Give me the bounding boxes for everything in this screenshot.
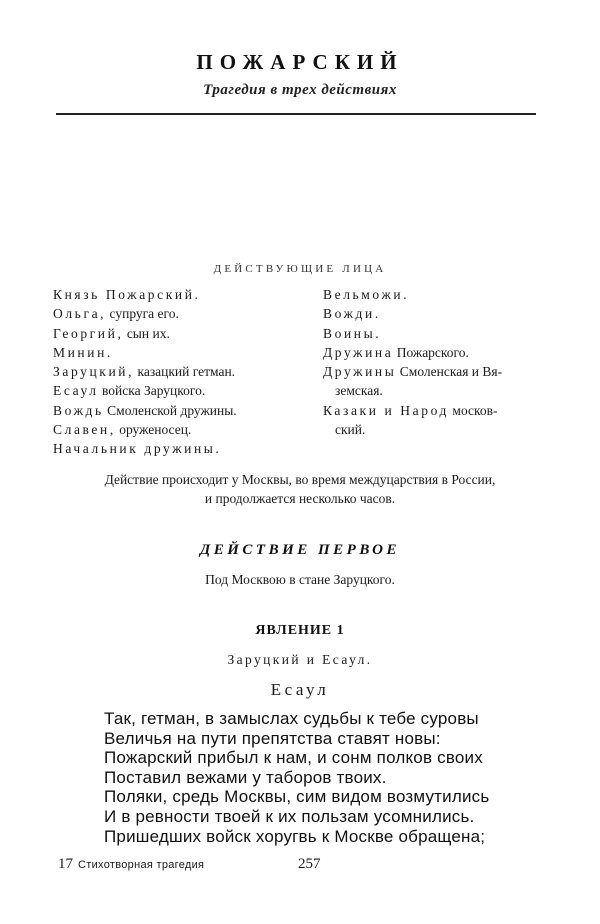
cast-item: Есаул войска Заруцкого. (53, 383, 206, 399)
cast-item: Заруцкий, казацкий гетман. (53, 364, 236, 380)
cast-list-left (53, 285, 313, 459)
setting-note (0, 470, 600, 508)
play-subtitle: Трагедия в трех действиях (203, 82, 397, 98)
setting-line: Действие происходит у Москвы, во время междуцарствия в России, (104, 472, 496, 487)
verse-line: Величья на пути препятства ставят новы: (104, 728, 441, 748)
cast-item: Вожди. (323, 306, 381, 322)
verse-line: Поляки, средь Москвы, сим видом возмутились (104, 787, 490, 807)
verse-line: Пришедших войск хоругвь к Москве обращена; (104, 826, 486, 846)
act-place: Под Москвою в стане Заруцкого. (205, 572, 395, 587)
verse-block (104, 709, 564, 846)
title-rule (56, 113, 536, 115)
cast-item: Вельможи. (323, 287, 410, 302)
cast-item-continuation: земская. (335, 383, 383, 399)
cast-item: Ольга, супруга его. (53, 306, 179, 322)
cast-item: Славен, оруженосец. (53, 422, 192, 438)
cast-item-continuation: ский. (335, 422, 366, 438)
cast-item: Георгий, сын их. (53, 325, 170, 341)
cast-item: Вождь Смоленской дружины. (53, 402, 237, 418)
cast-list-right (323, 285, 553, 439)
cast-item: Казаки и Народ москов- (323, 402, 498, 418)
signature-mark: 17 (58, 856, 73, 872)
cast-item: Начальник дружины. (53, 441, 222, 457)
act-title: ДЕЙСТВИЕ ПЕРВОЕ (200, 542, 400, 558)
cast-item: Дружины Смоленская и Вя- (323, 364, 503, 380)
cast-item: Князь Пожарский. (53, 287, 201, 302)
scene-characters: Заруцкий и Есаул. (227, 652, 373, 667)
speaker-name: Есаул (270, 680, 330, 699)
verse-line: Пожарский прибыл к нам, и сонм полков своих (104, 748, 483, 768)
cast-item: Дружина Пожарского. (323, 344, 469, 360)
page-footer (58, 856, 358, 876)
verse-line: И в ревности твоей к их пользам усомнились. (104, 806, 475, 826)
footer-book-title: Стихотворная трагедия (78, 859, 205, 871)
play-title: ПОЖАРСКИЙ (196, 50, 404, 74)
cast-item: Минин. (53, 344, 113, 360)
verse-line: Поставил вежами у таборов твоих. (104, 767, 387, 787)
scene-title: ЯВЛЕНИЕ 1 (255, 623, 345, 638)
setting-line: и продолжается несколько часов. (204, 491, 396, 506)
verse-line: Так, гетман, в замыслах судьбы к тебе суровы (104, 709, 479, 728)
cast-heading: ДЕЙСТВУЮЩИЕ ЛИЦА (213, 263, 387, 275)
page-number: 257 (298, 856, 321, 872)
cast-item: Воины. (323, 325, 382, 341)
